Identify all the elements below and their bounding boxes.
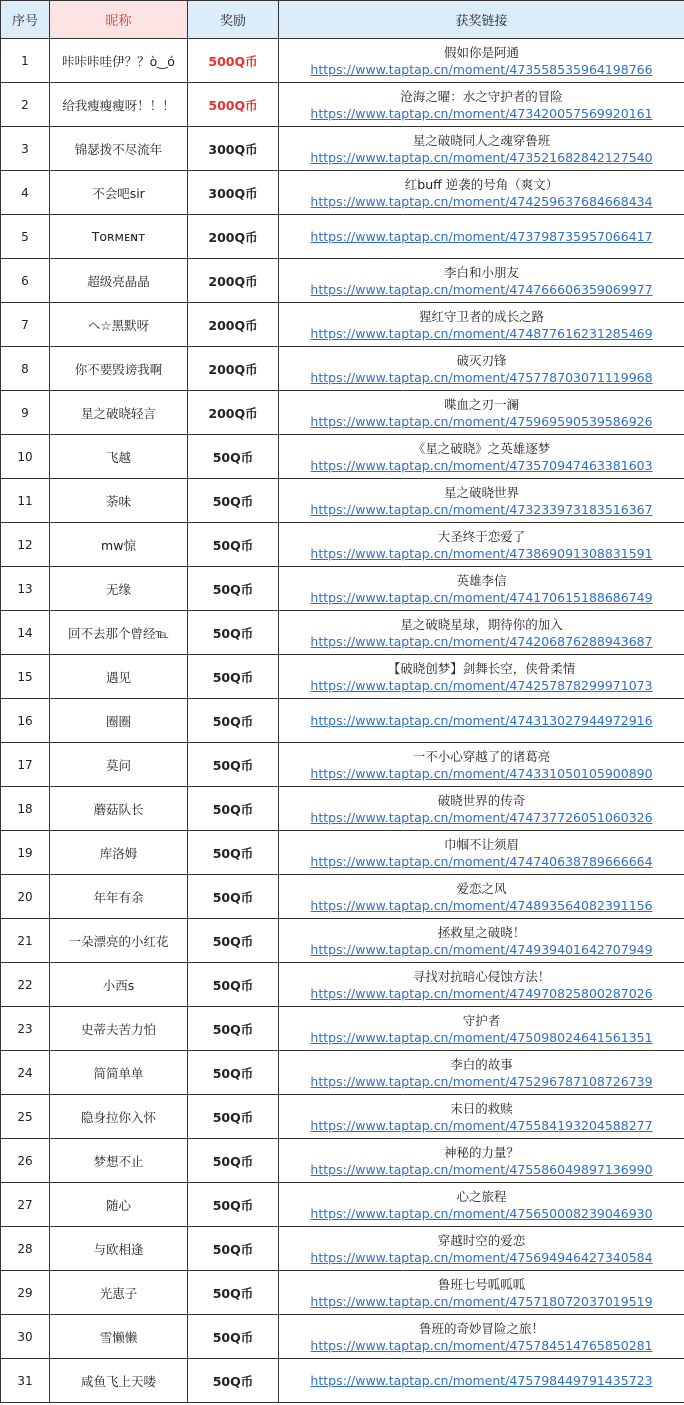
row-reward: 500Q币 (188, 39, 279, 83)
moment-link[interactable]: https://www.taptap.cn/moment/475969590539586926 (310, 413, 653, 429)
row-nickname: 一朵漂亮的小红花 (50, 919, 188, 963)
table-header-row (1, 1, 684, 39)
row-nickname: ヘ☆黑默呀 (50, 303, 188, 347)
story-title: 巾帼不让须眉 (443, 836, 519, 852)
table-row (1, 259, 684, 303)
moment-link[interactable]: https://www.taptap.cn/moment/474766606359069977 (310, 281, 653, 297)
moment-link[interactable]: https://www.taptap.cn/moment/475778703071119968 (310, 369, 653, 385)
story-title: 守护者 (462, 1012, 501, 1028)
row-nickname: 你不要毁谤我啊 (50, 347, 188, 391)
story-title: 英雄李信 (456, 572, 507, 588)
row-nickname: 雪懒懒 (50, 1315, 188, 1359)
story-title: 沧海之曜：水之守护者的冒险 (400, 88, 563, 104)
row-reward: 50Q币 (188, 743, 279, 787)
story-title: 喋血之刃一澜 (443, 396, 519, 412)
row-link-cell (279, 171, 684, 215)
row-reward: 200Q币 (188, 215, 279, 259)
row-index: 3 (1, 127, 50, 171)
moment-link[interactable]: https://www.taptap.cn/moment/474257878299971073 (310, 677, 653, 693)
row-index: 21 (1, 919, 50, 963)
story-title: 一不小心穿越了的诸葛亮 (412, 748, 551, 764)
row-reward: 50Q币 (188, 479, 279, 523)
table-row (1, 391, 684, 435)
row-index: 28 (1, 1227, 50, 1271)
row-link-cell (279, 1051, 684, 1095)
header-index: 序号 (1, 1, 50, 39)
moment-link[interactable]: https://www.taptap.cn/moment/475584193204588277 (310, 1117, 653, 1133)
row-link-cell (279, 831, 684, 875)
row-link-cell (279, 1227, 684, 1271)
row-nickname: 锦瑟拨不尽流年 (50, 127, 188, 171)
row-link-cell (279, 303, 684, 347)
row-nickname: 飞越 (50, 435, 188, 479)
row-link-cell (279, 83, 684, 127)
row-link-cell (279, 743, 684, 787)
row-link-cell (279, 611, 684, 655)
table-row (1, 611, 684, 655)
row-link-cell (279, 963, 684, 1007)
row-reward: 50Q币 (188, 1271, 279, 1315)
row-index: 26 (1, 1139, 50, 1183)
row-nickname: 遇见 (50, 655, 188, 699)
row-nickname: Tᴏʀᴍᴇɴᴛ (50, 215, 188, 259)
row-reward: 50Q币 (188, 1183, 279, 1227)
story-title: 寻找对抗暗心侵蚀方法！ (412, 968, 551, 984)
row-index: 7 (1, 303, 50, 347)
table-row (1, 171, 684, 215)
table-row (1, 831, 684, 875)
moment-link[interactable]: https://www.taptap.cn/moment/473570947463381603 (310, 457, 653, 473)
table-row (1, 39, 684, 83)
story-title: 穿越时空的爱恋 (437, 1232, 526, 1248)
table-row (1, 1007, 684, 1051)
table-body (1, 39, 684, 1403)
moment-link[interactable]: https://www.taptap.cn/moment/474877616231285469 (310, 325, 653, 341)
story-title: 神秘的力量？ (443, 1144, 519, 1160)
row-index: 18 (1, 787, 50, 831)
row-link-cell (279, 1139, 684, 1183)
moment-link[interactable]: https://www.taptap.cn/moment/473558535964198766 (310, 61, 653, 77)
moment-link[interactable]: https://www.taptap.cn/moment/474313027944972916 (310, 713, 653, 728)
table-row (1, 1227, 684, 1271)
row-nickname: 咔咔咔哇伊？？ò‿ó (50, 39, 188, 83)
row-reward: 50Q币 (188, 611, 279, 655)
table-row (1, 1139, 684, 1183)
row-index: 20 (1, 875, 50, 919)
row-nickname: 蘑菇队长 (50, 787, 188, 831)
row-link-cell (279, 919, 684, 963)
row-index: 13 (1, 567, 50, 611)
row-index: 17 (1, 743, 50, 787)
story-title: 假如你是阿通 (443, 44, 519, 60)
row-index: 22 (1, 963, 50, 1007)
row-link-cell (279, 259, 684, 303)
row-reward: 50Q币 (188, 787, 279, 831)
moment-link[interactable]: https://www.taptap.cn/moment/474740638789666664 (310, 853, 653, 869)
row-nickname: 隐身拉你入怀 (50, 1095, 188, 1139)
row-reward: 50Q币 (188, 1007, 279, 1051)
table-row (1, 963, 684, 1007)
row-index: 6 (1, 259, 50, 303)
header-link: 获奖链接 (279, 1, 684, 39)
story-title: 破灭刃锋 (456, 352, 507, 368)
row-nickname: 莫问 (50, 743, 188, 787)
row-index: 31 (1, 1359, 50, 1403)
row-index: 1 (1, 39, 50, 83)
table-row (1, 919, 684, 963)
row-nickname: 梦想不止 (50, 1139, 188, 1183)
row-reward: 50Q币 (188, 1315, 279, 1359)
row-reward: 50Q币 (188, 523, 279, 567)
row-link-cell (279, 875, 684, 919)
row-nickname: 无缘 (50, 567, 188, 611)
row-index: 5 (1, 215, 50, 259)
row-reward: 50Q币 (188, 875, 279, 919)
moment-link[interactable]: https://www.taptap.cn/moment/475694946427340584 (310, 1249, 653, 1265)
row-nickname: 年年有余 (50, 875, 188, 919)
row-reward: 500Q币 (188, 83, 279, 127)
row-link-cell (279, 1359, 684, 1403)
moment-link[interactable]: https://www.taptap.cn/moment/474970825800287026 (310, 985, 653, 1001)
table-row (1, 347, 684, 391)
row-index: 19 (1, 831, 50, 875)
moment-link[interactable]: https://www.taptap.cn/moment/475798449791435723 (310, 1373, 653, 1388)
row-link-cell (279, 1007, 684, 1051)
moment-link[interactable]: https://www.taptap.cn/moment/473233973183516367 (310, 501, 653, 517)
row-reward: 50Q币 (188, 831, 279, 875)
row-link-cell (279, 435, 684, 479)
row-link-cell (279, 1315, 684, 1359)
row-reward: 50Q币 (188, 1051, 279, 1095)
moment-link[interactable]: https://www.taptap.cn/moment/474206876288943687 (310, 633, 653, 649)
row-reward: 50Q币 (188, 435, 279, 479)
row-nickname: 荼味 (50, 479, 188, 523)
row-reward: 50Q币 (188, 1139, 279, 1183)
row-reward: 50Q币 (188, 567, 279, 611)
row-reward: 50Q币 (188, 1359, 279, 1403)
moment-link[interactable]: https://www.taptap.cn/moment/474893564082391156 (310, 897, 653, 913)
moment-link[interactable]: https://www.taptap.cn/moment/473420057569920161 (310, 105, 653, 121)
row-nickname: 小西s (50, 963, 188, 1007)
table-row (1, 1271, 684, 1315)
row-reward: 300Q币 (188, 127, 279, 171)
row-index: 14 (1, 611, 50, 655)
row-index: 12 (1, 523, 50, 567)
row-link-cell (279, 215, 684, 259)
table-row (1, 479, 684, 523)
row-index: 8 (1, 347, 50, 391)
moment-link[interactable]: https://www.taptap.cn/moment/475784514765850281 (310, 1337, 653, 1353)
table-row (1, 1315, 684, 1359)
story-title: 猩红守卫者的成长之路 (418, 308, 544, 324)
table-row (1, 1095, 684, 1139)
moment-link[interactable]: https://www.taptap.cn/moment/475718072037019519 (310, 1293, 653, 1309)
row-link-cell (279, 391, 684, 435)
story-title: 鲁班七号呱呱呱 (437, 1276, 526, 1292)
story-title: 星之破晓世界 (443, 484, 519, 500)
row-nickname: 随心 (50, 1183, 188, 1227)
moment-link[interactable]: https://www.taptap.cn/moment/473521682842127540 (310, 149, 653, 165)
row-reward: 50Q币 (188, 919, 279, 963)
row-nickname: 星之破晓轻言 (50, 391, 188, 435)
row-nickname: 圈圈 (50, 699, 188, 743)
row-reward: 50Q币 (188, 1095, 279, 1139)
row-link-cell (279, 127, 684, 171)
story-title: 星之破晓同人之魂穿鲁班 (412, 132, 551, 148)
table-row (1, 435, 684, 479)
moment-link[interactable]: https://www.taptap.cn/moment/474170615188686749 (310, 589, 653, 605)
row-index: 29 (1, 1271, 50, 1315)
row-reward: 50Q币 (188, 699, 279, 743)
row-reward: 200Q币 (188, 347, 279, 391)
row-link-cell (279, 347, 684, 391)
row-reward: 200Q币 (188, 259, 279, 303)
row-link-cell (279, 1183, 684, 1227)
row-link-cell (279, 479, 684, 523)
row-nickname: 简简单单 (50, 1051, 188, 1095)
row-reward: 50Q币 (188, 1227, 279, 1271)
table-row (1, 83, 684, 127)
row-nickname: 回不去那个曾经℡ (50, 611, 188, 655)
table-row (1, 1051, 684, 1095)
row-link-cell (279, 1095, 684, 1139)
row-nickname: 不会吧sir (50, 171, 188, 215)
table-row (1, 699, 684, 743)
story-title: 【破晓创梦】剑舞长空，侠骨柔情 (387, 660, 576, 676)
story-title: 星之破晓星球，期待你的加入 (400, 616, 563, 632)
row-nickname: 与欧相逢 (50, 1227, 188, 1271)
moment-link[interactable]: https://www.taptap.cn/moment/474259637684668434 (310, 193, 653, 209)
header-reward: 奖励 (188, 1, 279, 39)
moment-link[interactable]: https://www.taptap.cn/moment/474331050105900890 (310, 765, 653, 781)
row-index: 15 (1, 655, 50, 699)
moment-link[interactable]: https://www.taptap.cn/moment/475098024641561351 (310, 1029, 653, 1045)
row-link-cell (279, 787, 684, 831)
story-title: 李白的故事 (450, 1056, 513, 1072)
story-title: 拯救星之破晓！ (437, 924, 526, 940)
row-nickname: 光恵子 (50, 1271, 188, 1315)
row-link-cell (279, 655, 684, 699)
row-index: 2 (1, 83, 50, 127)
table-row (1, 875, 684, 919)
story-title: 大圣终于恋爱了 (437, 528, 526, 544)
row-index: 10 (1, 435, 50, 479)
story-title: 红buff 逆袭的号角（爽文） (404, 176, 559, 192)
row-index: 23 (1, 1007, 50, 1051)
row-index: 16 (1, 699, 50, 743)
row-nickname: 超级亮晶晶 (50, 259, 188, 303)
row-link-cell (279, 567, 684, 611)
moment-link[interactable]: https://www.taptap.cn/moment/473869091308831591 (310, 545, 653, 561)
table-row (1, 215, 684, 259)
row-index: 25 (1, 1095, 50, 1139)
row-reward: 300Q币 (188, 171, 279, 215)
row-reward: 200Q币 (188, 391, 279, 435)
row-nickname: 库洛姆 (50, 831, 188, 875)
row-index: 11 (1, 479, 50, 523)
row-link-cell (279, 699, 684, 743)
story-title: 鲁班的奇妙冒险之旅！ (418, 1320, 544, 1336)
row-nickname: 给我瘦瘦瘦呀！！！ (50, 83, 188, 127)
table-row (1, 1359, 684, 1403)
row-link-cell (279, 39, 684, 83)
table-row (1, 655, 684, 699)
row-reward: 50Q币 (188, 655, 279, 699)
moment-link[interactable]: https://www.taptap.cn/moment/474939401642707949 (310, 941, 653, 957)
table-row (1, 743, 684, 787)
row-index: 24 (1, 1051, 50, 1095)
moment-link[interactable]: https://www.taptap.cn/moment/475586049897136990 (310, 1161, 653, 1177)
table-row (1, 1183, 684, 1227)
row-index: 27 (1, 1183, 50, 1227)
row-link-cell (279, 1271, 684, 1315)
row-index: 30 (1, 1315, 50, 1359)
table-row (1, 787, 684, 831)
row-nickname: 咸鱼飞上天喽 (50, 1359, 188, 1403)
moment-link[interactable]: https://www.taptap.cn/moment/473798735957066417 (310, 229, 653, 244)
table-row (1, 523, 684, 567)
row-index: 4 (1, 171, 50, 215)
story-title: 爱恋之风 (456, 880, 507, 896)
row-nickname: 史蒂夫苦力怕 (50, 1007, 188, 1051)
moment-link[interactable]: https://www.taptap.cn/moment/474737726051060326 (310, 809, 653, 825)
row-link-cell (279, 523, 684, 567)
story-title: 心之旅程 (456, 1188, 507, 1204)
story-title: 末日的救赎 (450, 1100, 513, 1116)
moment-link[interactable]: https://www.taptap.cn/moment/475650008239046930 (310, 1205, 653, 1221)
header-nickname: 昵称 (50, 1, 188, 39)
table-row (1, 303, 684, 347)
table-row (1, 567, 684, 611)
story-title: 《星之破晓》之英雄逐梦 (412, 440, 551, 456)
story-title: 李白和小朋友 (443, 264, 519, 280)
row-reward: 200Q币 (188, 303, 279, 347)
moment-link[interactable]: https://www.taptap.cn/moment/475296787108726739 (310, 1073, 653, 1089)
story-title: 破晓世界的传奇 (437, 792, 526, 808)
row-nickname: mw惊 (50, 523, 188, 567)
table-row (1, 127, 684, 171)
row-reward: 50Q币 (188, 963, 279, 1007)
row-index: 9 (1, 391, 50, 435)
